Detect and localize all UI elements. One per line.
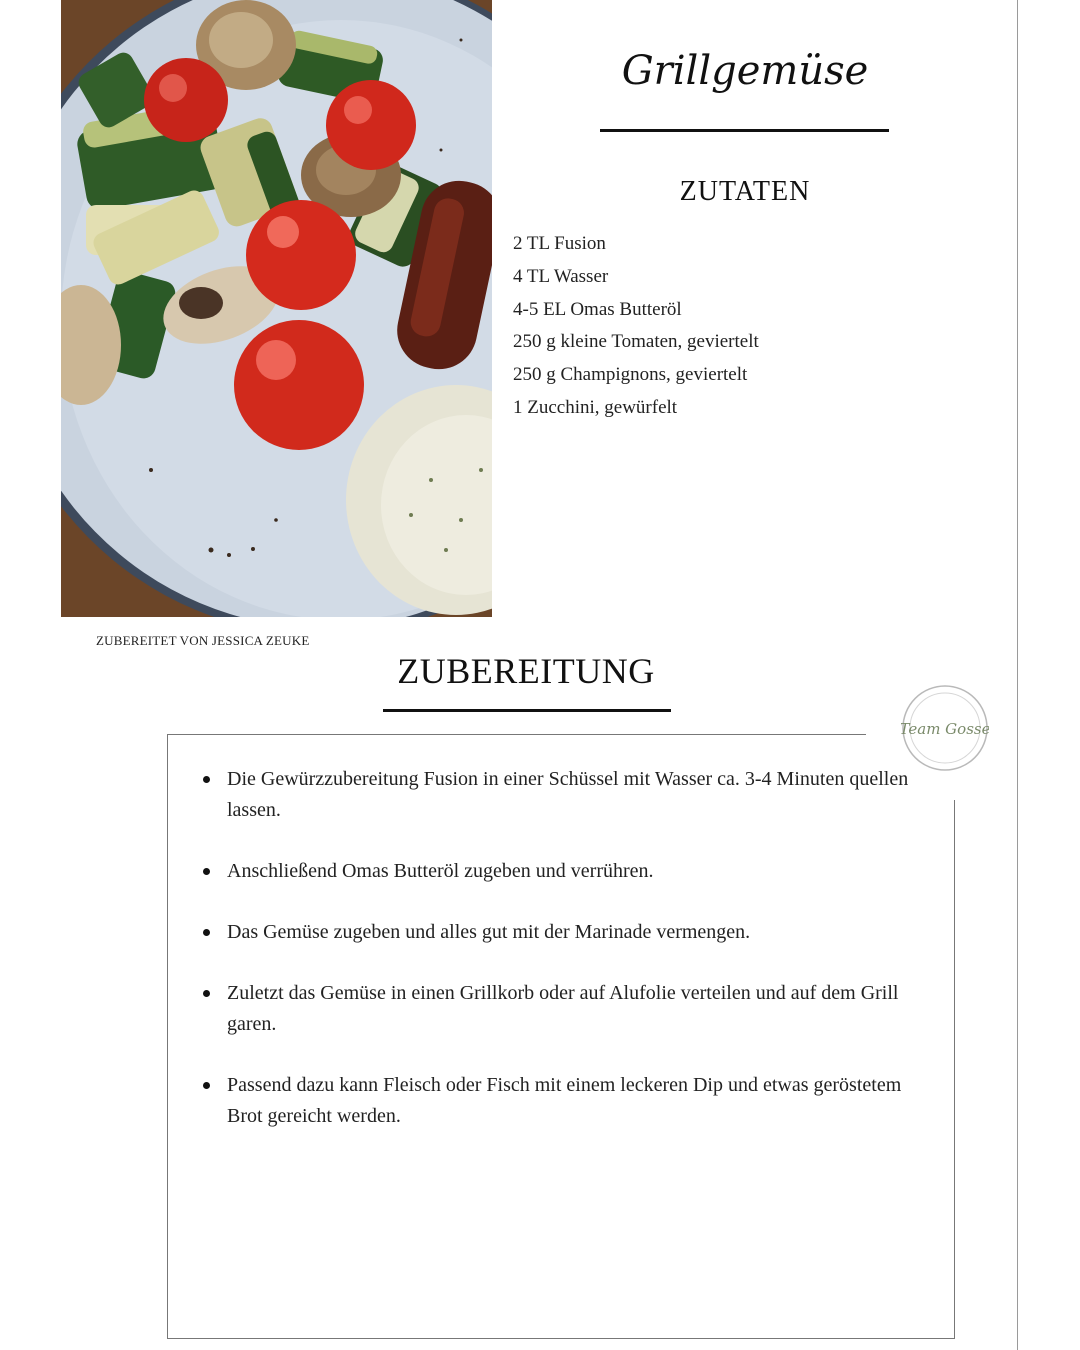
preparation-underline [383, 709, 671, 712]
step-item [200, 917, 910, 948]
bullet-dot-icon [203, 990, 210, 997]
page-edge-rule [1017, 0, 1018, 1350]
step-text: Anschließend Omas Butteröl zugeben und verrühren. [227, 860, 654, 882]
bullet-dot-icon [203, 868, 210, 875]
ingredients-heading: ZUTATEN [679, 176, 811, 207]
step-text: Das Gemüse zugeben und alles gut mit der Marinade vermengen. [227, 921, 751, 943]
step-text: Die Gewürzzubereitung Fusion in einer Schüssel mit Wasser ca. 3-4 Minuten quellen lassen. [227, 768, 909, 821]
bullet-dot-icon [203, 929, 210, 936]
preparation-steps-list [200, 764, 910, 1162]
recipe-credit: ZUBEREITET VON JESSICA ZEUKE [96, 633, 310, 648]
team-logo-icon [901, 684, 989, 772]
ingredient-item: 1 Zucchini, gewürfelt [513, 396, 678, 418]
bullet-dot-icon [203, 1082, 210, 1089]
recipe-title: Grillgemüse [621, 48, 869, 94]
step-item [200, 764, 910, 826]
preparation-heading: ZUBEREITUNG [397, 651, 655, 691]
steps-box-border-right [954, 800, 955, 1339]
steps-box-border-top [167, 734, 866, 735]
ingredients-list [513, 228, 759, 425]
step-item [200, 856, 910, 887]
step-item [200, 978, 910, 1040]
ingredient-item: 250 g Champignons, geviertelt [513, 364, 748, 386]
ingredient-item: 250 g kleine Tomaten, geviertelt [513, 331, 759, 353]
title-underline [600, 129, 889, 132]
steps-box-border-left [167, 734, 168, 1338]
grilled-vegetables-photo [61, 0, 492, 617]
step-text: Passend dazu kann Fleisch oder Fisch mit einem leckeren Dip und etwas geröstetem Brot gereicht werden. [227, 1074, 902, 1127]
ingredient-item: 2 TL Fusion [513, 233, 606, 254]
step-item [200, 1070, 910, 1132]
bullet-dot-icon [203, 776, 210, 783]
steps-box-border-bottom [167, 1338, 955, 1339]
logo-text: Team Gosse [901, 720, 989, 738]
ingredient-item: 4-5 EL Omas Butteröl [513, 298, 682, 320]
ingredient-item: 4 TL Wasser [513, 265, 609, 287]
step-text: Zuletzt das Gemüse in einen Grillkorb oder auf Alufolie verteilen und auf dem Grill garen. [227, 982, 899, 1035]
